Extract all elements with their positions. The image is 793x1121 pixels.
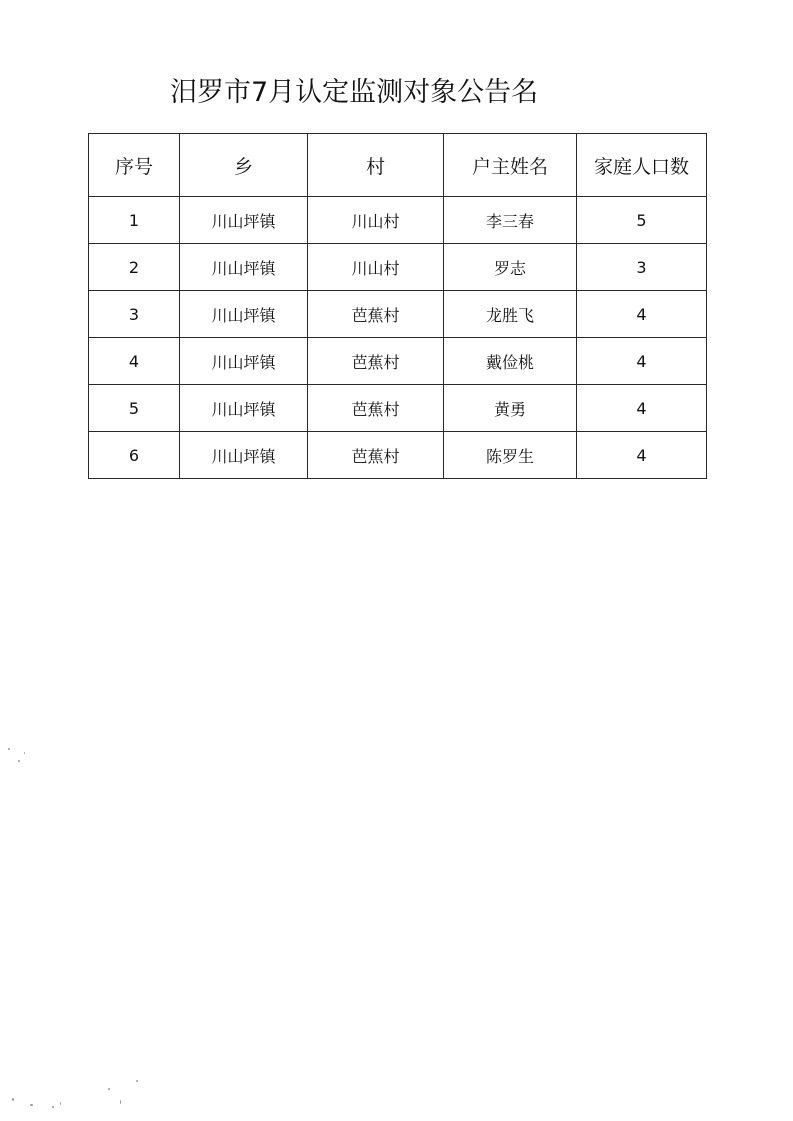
cell-household-size: 4: [577, 385, 707, 432]
cell-serial-number: 1: [89, 197, 180, 244]
scan-speck: [108, 1088, 110, 1090]
cell-serial-number: 4: [89, 338, 180, 385]
header-township: 乡: [180, 134, 308, 197]
cell-village: 芭蕉村: [308, 291, 444, 338]
cell-serial-number: 6: [89, 432, 180, 479]
cell-householder-name: 陈罗生: [444, 432, 577, 479]
scan-speck: [136, 1080, 138, 1082]
table-row: [89, 244, 707, 291]
cell-household-size: 4: [577, 338, 707, 385]
table-row: [89, 385, 707, 432]
cell-township: 川山坪镇: [180, 385, 308, 432]
cell-township: 川山坪镇: [180, 197, 308, 244]
table-row: [89, 432, 707, 479]
header-householder-name: 户主姓名: [444, 134, 577, 197]
cell-village: 川山村: [308, 197, 444, 244]
cell-village: 川山村: [308, 244, 444, 291]
table-row: [89, 197, 707, 244]
cell-village: 芭蕉村: [308, 338, 444, 385]
scan-speck: [52, 1106, 54, 1108]
cell-township: 川山坪镇: [180, 338, 308, 385]
scan-speck: [30, 1104, 33, 1106]
table-row: [89, 291, 707, 338]
scan-speck: [8, 748, 10, 750]
scan-speck: [18, 760, 20, 762]
cell-household-size: 3: [577, 244, 707, 291]
cell-village: 芭蕉村: [308, 385, 444, 432]
table-row: [89, 338, 707, 385]
monitoring-roster-table: [88, 133, 707, 479]
cell-householder-name: 罗志: [444, 244, 577, 291]
scan-speck: [24, 752, 25, 754]
header-household-size: 家庭人口数: [577, 134, 707, 197]
cell-household-size: 4: [577, 432, 707, 479]
scan-speck: [60, 1102, 61, 1105]
document-title: 汨罗市7月认定监测对象公告名: [170, 77, 539, 108]
scan-speck: [12, 1098, 14, 1101]
cell-serial-number: 5: [89, 385, 180, 432]
cell-township: 川山坪镇: [180, 244, 308, 291]
header-serial-number: 序号: [89, 134, 180, 197]
cell-serial-number: 3: [89, 291, 180, 338]
cell-householder-name: 龙胜飞: [444, 291, 577, 338]
header-village: 村: [308, 134, 444, 197]
cell-householder-name: 李三春: [444, 197, 577, 244]
cell-serial-number: 2: [89, 244, 180, 291]
cell-household-size: 4: [577, 291, 707, 338]
cell-township: 川山坪镇: [180, 432, 308, 479]
scan-speck: [120, 1100, 121, 1104]
table-header-row: [89, 134, 707, 197]
cell-village: 芭蕉村: [308, 432, 444, 479]
cell-householder-name: 戴俭桃: [444, 338, 577, 385]
cell-householder-name: 黄勇: [444, 385, 577, 432]
cell-township: 川山坪镇: [180, 291, 308, 338]
cell-household-size: 5: [577, 197, 707, 244]
